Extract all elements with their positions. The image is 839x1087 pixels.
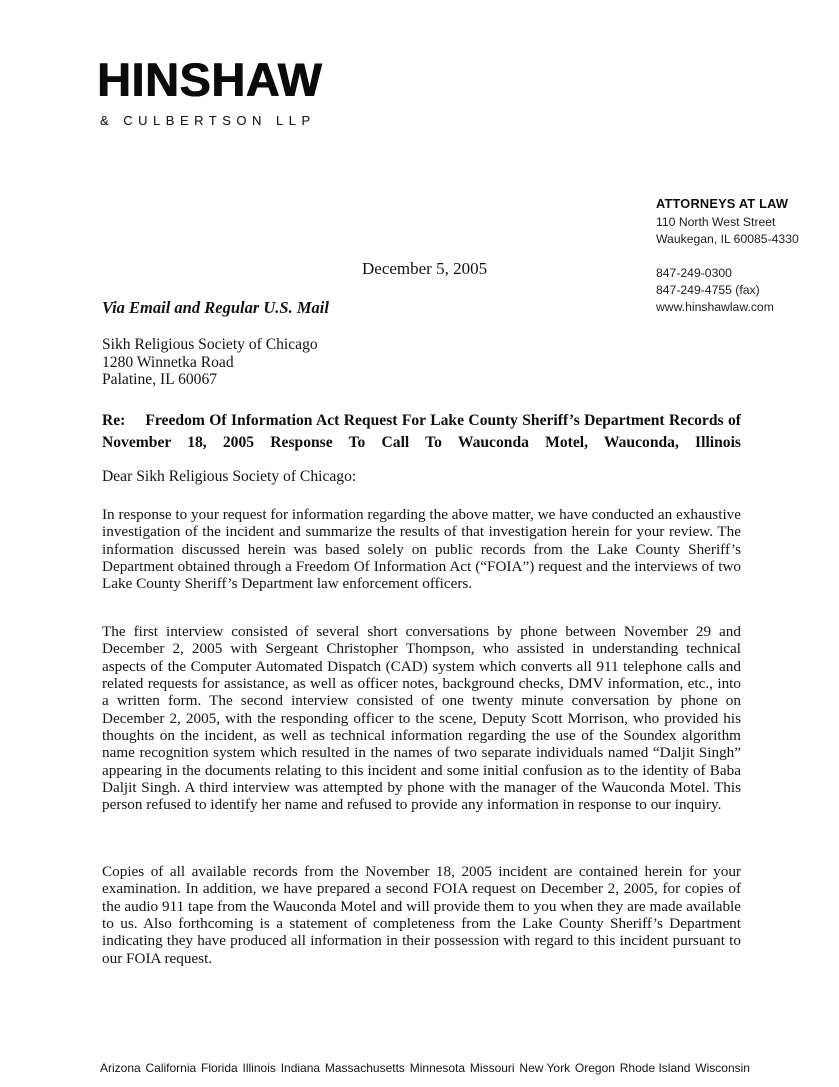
footer-state-indiana: Indiana bbox=[280, 1061, 321, 1075]
body-paragraph-1: In response to your request for information regarding the above matter, we have conducted an exhaustive investigation of the incident and summarize the results of that investigation herein for your review. The information discussed herein was based solely on public records from the Lake County Sheriff’s Department obtained through a Freedom Of Information Act (“FOIA”) request and the interviews of two Lake County Sheriff’s Department law enforcement officers. bbox=[102, 506, 741, 593]
footer-state-new-york: New York bbox=[519, 1061, 571, 1075]
attorneys-at-law-label: ATTORNEYS AT LAW bbox=[656, 196, 789, 211]
footer-state-illinois: Illinois bbox=[242, 1061, 276, 1075]
office-fax: 847-249-4755 (fax) bbox=[656, 283, 760, 297]
footer-state-oregon: Oregon bbox=[574, 1061, 615, 1075]
office-street: 110 North West Street bbox=[656, 215, 776, 229]
recipient-street: 1280 Winnetka Road bbox=[102, 353, 234, 371]
letter-date: December 5, 2005 bbox=[362, 259, 488, 278]
footer-state-wisconsin: Wisconsin bbox=[695, 1061, 750, 1075]
re-subject-line bbox=[102, 410, 741, 454]
firm-subname: & CULBERTSON LLP bbox=[100, 113, 316, 128]
recipient-address-block bbox=[102, 336, 318, 389]
re-subject-text: Freedom Of Information Act Request For Lake County Sheriff’s Department Records of November 18, 2005 Response To Call To Wauconda Motel, Wauconda, Illinois bbox=[102, 412, 741, 451]
footer-state-missouri: Missouri bbox=[469, 1061, 515, 1075]
office-city-state-zip: Waukegan, IL 60085-4330 bbox=[656, 232, 799, 246]
re-label: Re: bbox=[102, 412, 126, 429]
footer-state-minnesota: Minnesota bbox=[409, 1061, 466, 1075]
footer-state-florida: Florida bbox=[201, 1061, 238, 1075]
body-paragraph-3: Copies of all available records from the November 18, 2005 incident are contained herein for your examination. In addition, we have prepared a second FOIA request on December 2, 2005, for copies of the audio 911 tape from the Wauconda Motel and will provide them to you when they are made available to us. Also forthcoming is a statement of completeness from the Lake County Sheriff’s Department indicating they have produced all information in their possession with regard to this incident pursuant to our FOIA request. bbox=[102, 863, 741, 967]
office-website: www.hinshawlaw.com bbox=[656, 300, 774, 314]
firm-name: HINSHAW bbox=[97, 53, 323, 106]
footer-state-rhode-island: Rhode Island bbox=[619, 1061, 691, 1075]
letterhead-contact-block bbox=[656, 195, 831, 316]
footer-state-massachusetts: Massachusetts bbox=[324, 1061, 405, 1075]
footer-states-bar bbox=[100, 1061, 750, 1075]
footer-state-arizona: Arizona bbox=[100, 1061, 141, 1075]
office-phone: 847-249-0300 bbox=[656, 266, 732, 280]
recipient-name: Sikh Religious Society of Chicago bbox=[102, 336, 318, 353]
recipient-city-state-zip: Palatine, IL 60067 bbox=[102, 371, 218, 389]
footer-state-california: California bbox=[145, 1061, 197, 1075]
delivery-method-line: Via Email and Regular U.S. Mail bbox=[102, 298, 329, 317]
salutation-line: Dear Sikh Religious Society of Chicago: bbox=[102, 468, 357, 485]
contact-block-spacer bbox=[656, 248, 831, 265]
body-paragraph-2: The first interview consisted of several short conversations by phone between November 29 and December 2, 2005 with Sergeant Christopher Thompson, who assisted in understanding technical aspects of the Computer Automated Dispatch (CAD) system which converts all 911 telephone calls and related requests for assistance, as well as officer notes, background checks, DMV information, etc., into a written form. The second interview consisted of one twenty minute conversation by phone on December 2, 2005, with the responding officer to the scene, Deputy Scott Morrison, who provided his thoughts on the incident, as well as technical information regarding the use of the Soundex algorithm name recognition system which resulted in the names of two separate individuals named “Daljit Singh” appearing in the documents relating to this incident and some initial confusion as to the identity of Baba Daljit Singh. A third interview was attempted by phone with the manager of the Wauconda Motel. This person refused to identify her name and refused to provide any information in response to our inquiry. bbox=[102, 623, 741, 814]
